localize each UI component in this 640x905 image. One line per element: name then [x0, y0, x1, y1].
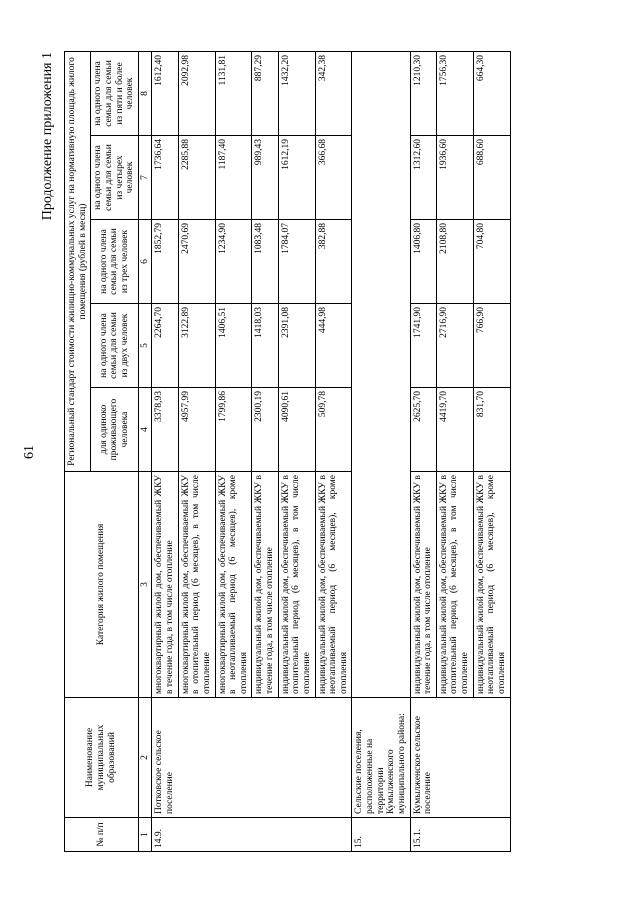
header-col4: для одиноко проживающего человека [91, 388, 139, 472]
row-value-col4: 509,78 [315, 388, 352, 472]
appendix-title: Продолжение приложения 1 [40, 52, 55, 221]
row-value-col7: 1612,19 [278, 136, 315, 220]
row-value-col7: 1312,60 [410, 136, 436, 220]
row-value-col8: 2092,98 [178, 51, 215, 135]
row-value-col5: 3122,89 [178, 304, 215, 388]
row-value-col7: 1187,40 [215, 136, 252, 220]
col-index: 4 [138, 388, 152, 472]
row-category: индивидуальный жилой дом, обеспечиваемый ЖКУ в отопительный период (6 месяцев), в том числе отопление [278, 472, 315, 698]
col-index: 1 [138, 818, 152, 852]
row-value-col5: 444,98 [315, 304, 352, 388]
section-row [352, 51, 410, 851]
row-num: 14.9. [152, 818, 352, 852]
page-number: 61 [22, 445, 37, 459]
row-num: 15.1. [410, 818, 510, 852]
col-index: 7 [138, 136, 152, 220]
row-category: многоквартирный жилой дом, обеспечиваемый ЖКУ в неотапливаемый период (6 месяцев), кроме отопления [215, 472, 252, 698]
col-index: 2 [138, 698, 152, 818]
header-col6: на одного члена семьи для семьи из трех человек [91, 220, 139, 304]
col-index: 5 [138, 304, 152, 388]
header-num: № п/п [65, 818, 139, 852]
row-category: индивидуальный жилой дом, обеспечиваемый ЖКУ в отопительный период (6 месяцев), в том числе отопление [436, 472, 473, 698]
row-value-col4: 1799,86 [215, 388, 252, 472]
row-value-col5: 766,90 [473, 304, 510, 388]
row-value-col8: 1612,40 [152, 51, 178, 135]
row-municipality: Кумылженское сельское поселение [410, 698, 510, 818]
row-value-col6: 1406,80 [410, 220, 436, 304]
header-name: Наименование муниципальных образований [65, 698, 139, 818]
row-category: многоквартирный жилой дом, обеспечиваемый ЖКУ в течение года, в том числе отопление [152, 472, 178, 698]
header-col8: на одного члена семьи для семьи из пяти и более человек [91, 51, 139, 135]
header-col5: на одного члена семьи для семьи из двух человек [91, 304, 139, 388]
header-category: Категория жилого помещения [65, 472, 139, 698]
row-value-col4: 4090,61 [278, 388, 315, 472]
row-value-col8: 664,30 [473, 51, 510, 135]
row-value-col4: 4419,70 [436, 388, 473, 472]
header-standard-group: Региональный стандарт стоимости жилищно-коммунальных услуг на нормативную площадь жилого помещения (рублей в месяц) [65, 51, 91, 471]
col-index: 8 [138, 51, 152, 135]
row-value-col8: 342,38 [315, 51, 352, 135]
row-category: индивидуальный жилой дом, обеспечиваемый ЖКУ в неотапливаемый период (6 месяцев), кроме отопления [315, 472, 352, 698]
row-value-col6: 382,88 [315, 220, 352, 304]
row-value-col6: 704,80 [473, 220, 510, 304]
row-value-col5: 2264,70 [152, 304, 178, 388]
row-value-col8: 1432,20 [278, 51, 315, 135]
row-value-col6: 1083,48 [252, 220, 278, 304]
col-index: 3 [138, 472, 152, 698]
row-value-col7: 688,60 [473, 136, 510, 220]
row-value-col7: 1936,60 [436, 136, 473, 220]
row-value-col6: 2470,69 [178, 220, 215, 304]
rotated-page [40, 52, 600, 852]
row-value-col7: 989,43 [252, 136, 278, 220]
row-value-col5: 1741,90 [410, 304, 436, 388]
col-index: 6 [138, 220, 152, 304]
row-value-col5: 2716,90 [436, 304, 473, 388]
row-value-col6: 1234,90 [215, 220, 252, 304]
table-row [410, 51, 436, 851]
row-value-col6: 2108,80 [436, 220, 473, 304]
row-value-col8: 1210,30 [410, 51, 436, 135]
row-value-col4: 2625,70 [410, 388, 436, 472]
row-value-col7: 1736,64 [152, 136, 178, 220]
row-value-col7: 2285,88 [178, 136, 215, 220]
row-category: индивидуальный жилой дом, обеспечиваемый ЖКУ в течение года, в том числе отопление [252, 472, 278, 698]
row-value-col5: 1418,03 [252, 304, 278, 388]
row-value-col8: 1131,81 [215, 51, 252, 135]
header-col7: на одного члена семьи для семьи из четырех человек [91, 136, 139, 220]
row-category: индивидуальный жилой дом, обеспечиваемый ЖКУ в течение года, в том числе отопление [410, 472, 436, 698]
row-category: индивидуальный жилой дом, обеспечиваемый ЖКУ в неотапливаемый период (6 месяцев), кроме отопления [473, 472, 510, 698]
row-value-col4: 2300,19 [252, 388, 278, 472]
row-value-col6: 1784,07 [278, 220, 315, 304]
section-blank [352, 51, 410, 697]
row-value-col5: 1406,51 [215, 304, 252, 388]
row-value-col4: 3378,93 [152, 388, 178, 472]
row-value-col5: 2391,08 [278, 304, 315, 388]
row-value-col4: 831,70 [473, 388, 510, 472]
row-value-col8: 1756,30 [436, 51, 473, 135]
row-category: многоквартирный жилой дом, обеспечиваемый ЖКУ в отопительный период (6 месяцев), в том числе отопление [178, 472, 215, 698]
row-value-col7: 366,68 [315, 136, 352, 220]
row-value-col4: 4957,99 [178, 388, 215, 472]
standard-cost-table [64, 51, 511, 852]
section-num: 15. [352, 818, 410, 852]
row-municipality: Потковское сельское поселение [152, 698, 352, 818]
table-row [152, 51, 178, 851]
section-name: Сельские поселения, расположенные на территории Кумылженского муниципального района: [352, 698, 410, 818]
row-value-col8: 887,29 [252, 51, 278, 135]
row-value-col6: 1852,79 [152, 220, 178, 304]
